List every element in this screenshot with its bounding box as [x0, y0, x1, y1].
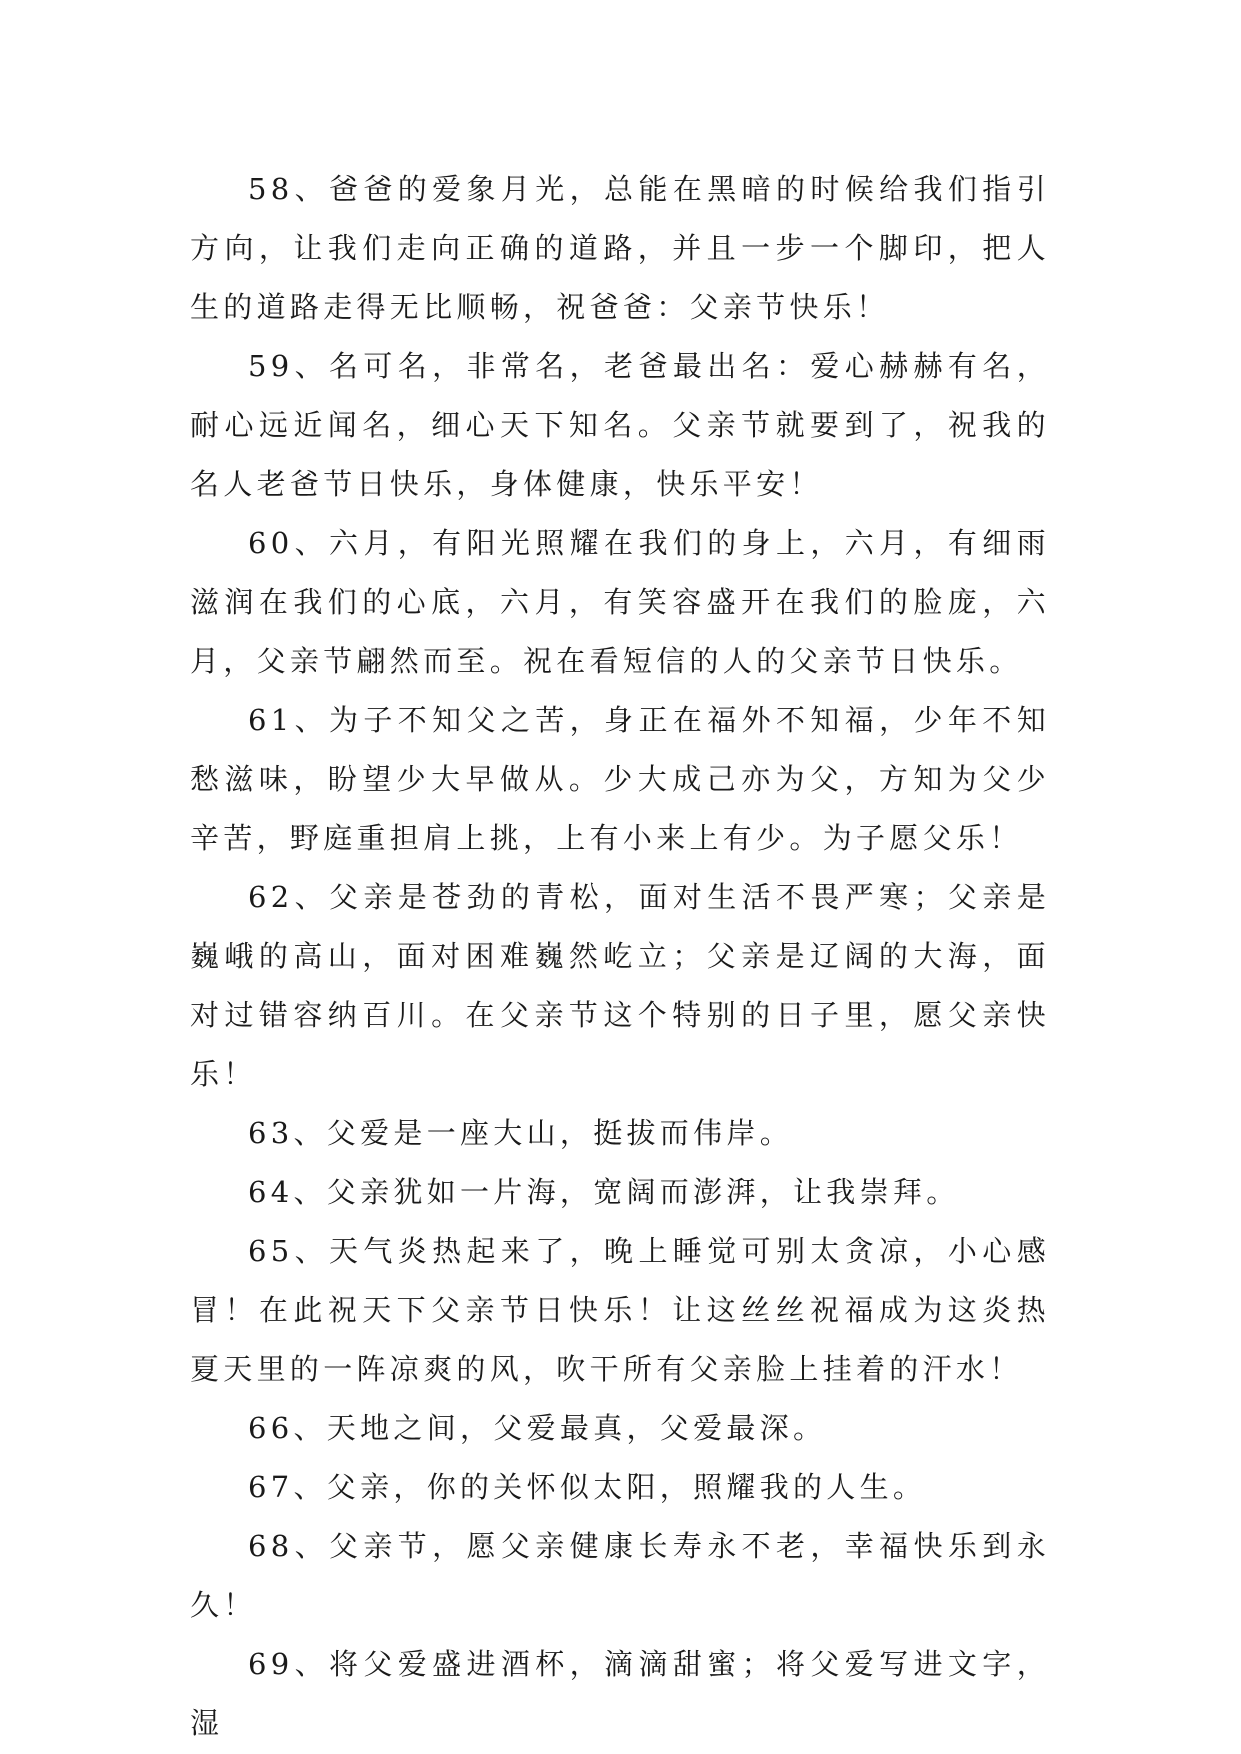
paragraph-63: 63、父爱是一座大山，挺拔而伟岸。: [248, 1116, 794, 1150]
paragraph-66: 66、天地之间，父爱最真，父爱最深。: [248, 1411, 827, 1445]
paragraph-61: 61、为子不知父之苦，身正在福外不知福，少年不知愁滋味，盼望少大早做从。少大成己亦为父，方知为父少辛苦，野庭重担肩上挑，上有小来上有少。为子愿父乐！: [190, 703, 1050, 855]
paragraph-58: 58、爸爸的爱象月光，总能在黑暗的时候给我们指引方向，让我们走向正确的道路，并且一步一个脚印，把人生的道路走得无比顺畅，祝爸爸：父亲节快乐！: [190, 172, 1050, 324]
paragraph-62: 62、父亲是苍劲的青松，面对生活不畏严寒；父亲是巍峨的高山，面对困难巍然屹立；父亲是辽阔的大海，面对过错容纳百川。在父亲节这个特别的日子里，愿父亲快乐！: [190, 880, 1050, 1091]
paragraph-65: 65、天气炎热起来了，晚上睡觉可别太贪凉，小心感冒！在此祝天下父亲节日快乐！让这丝丝祝福成为这炎热夏天里的一阵凉爽的风，吹干所有父亲脸上挂着的汗水！: [190, 1234, 1050, 1386]
paragraph-69: 69、将父爱盛进酒杯，滴滴甜蜜；将父爱写进文字，湿: [190, 1647, 1050, 1740]
paragraph-64: 64、父亲犹如一片海，宽阔而澎湃，让我崇拜。: [248, 1175, 960, 1209]
paragraph-60: 60、六月，有阳光照耀在我们的身上，六月，有细雨滋润在我们的心底，六月，有笑容盛开在我们的脸庞，六月，父亲节翩然而至。祝在看短信的人的父亲节日快乐。: [190, 526, 1050, 678]
paragraph-59: 59、名可名，非常名，老爸最出名：爱心赫赫有名，耐心远近闻名，细心天下知名。父亲节就要到了，祝我的名人老爸节日快乐，身体健康，快乐平安！: [190, 349, 1050, 501]
paragraph-67: 67、父亲，你的关怀似太阳，照耀我的人生。: [248, 1470, 927, 1504]
document-body: [190, 160, 1050, 1753]
paragraph-68: 68、父亲节，愿父亲健康长寿永不老，幸福快乐到永久！: [190, 1529, 1050, 1622]
